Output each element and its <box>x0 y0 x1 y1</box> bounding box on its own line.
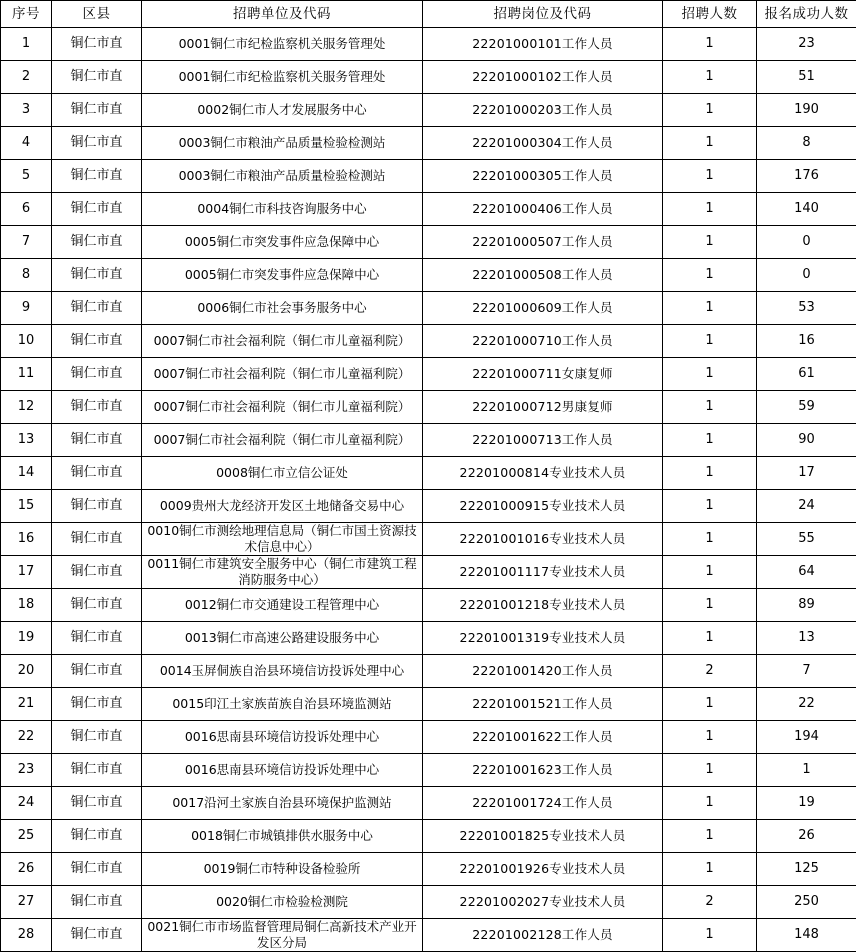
cell-unit: 0001铜仁市纪检监察机关服务管理处 <box>142 28 423 61</box>
table-row <box>1 28 856 61</box>
cell-region: 铜仁市直 <box>52 94 142 127</box>
cell-unit: 0010铜仁市测绘地理信息局（铜仁市国土资源技术信息中心） <box>142 523 423 556</box>
cell-unit: 0003铜仁市粮油产品质量检验检测站 <box>142 160 423 193</box>
cell-index: 2 <box>1 61 52 94</box>
cell-count: 1 <box>663 721 757 754</box>
cell-signups: 190 <box>757 94 856 127</box>
column-header-count: 招聘人数 <box>663 1 757 28</box>
cell-count: 1 <box>663 490 757 523</box>
cell-region: 铜仁市直 <box>52 688 142 721</box>
cell-count: 2 <box>663 655 757 688</box>
cell-index: 23 <box>1 754 52 787</box>
table-row <box>1 556 856 589</box>
cell-index: 21 <box>1 688 52 721</box>
cell-region: 铜仁市直 <box>52 457 142 490</box>
cell-unit: 0013铜仁市高速公路建设服务中心 <box>142 622 423 655</box>
cell-region: 铜仁市直 <box>52 325 142 358</box>
cell-count: 1 <box>663 688 757 721</box>
cell-unit: 0009贵州大龙经济开发区土地储备交易中心 <box>142 490 423 523</box>
cell-count: 1 <box>663 754 757 787</box>
cell-signups: 0 <box>757 226 856 259</box>
cell-index: 19 <box>1 622 52 655</box>
cell-signups: 19 <box>757 787 856 820</box>
cell-unit: 0005铜仁市突发事件应急保障中心 <box>142 226 423 259</box>
table-row <box>1 94 856 127</box>
cell-region: 铜仁市直 <box>52 754 142 787</box>
table-row <box>1 457 856 490</box>
cell-index: 17 <box>1 556 52 589</box>
cell-index: 13 <box>1 424 52 457</box>
cell-signups: 89 <box>757 589 856 622</box>
table-body <box>1 28 856 952</box>
cell-signups: 23 <box>757 28 856 61</box>
cell-count: 1 <box>663 226 757 259</box>
cell-count: 1 <box>663 424 757 457</box>
cell-unit: 0004铜仁市科技咨询服务中心 <box>142 193 423 226</box>
column-header-index: 序号 <box>1 1 52 28</box>
table-row <box>1 61 856 94</box>
cell-post: 22201001622工作人员 <box>423 721 663 754</box>
cell-signups: 1 <box>757 754 856 787</box>
cell-count: 1 <box>663 61 757 94</box>
cell-index: 8 <box>1 259 52 292</box>
column-header-signups: 报名成功人数 <box>757 1 856 28</box>
cell-unit: 0011铜仁市建筑安全服务中心（铜仁市建筑工程消防服务中心） <box>142 556 423 589</box>
cell-count: 1 <box>663 589 757 622</box>
cell-post: 22201002128工作人员 <box>423 919 663 952</box>
cell-signups: 176 <box>757 160 856 193</box>
cell-unit: 0014玉屏侗族自治县环境信访投诉处理中心 <box>142 655 423 688</box>
cell-region: 铜仁市直 <box>52 787 142 820</box>
table-row <box>1 589 856 622</box>
cell-index: 26 <box>1 853 52 886</box>
cell-region: 铜仁市直 <box>52 292 142 325</box>
table-row <box>1 259 856 292</box>
cell-unit: 0005铜仁市突发事件应急保障中心 <box>142 259 423 292</box>
cell-region: 铜仁市直 <box>52 61 142 94</box>
column-header-region: 区县 <box>52 1 142 28</box>
cell-post: 22201001926专业技术人员 <box>423 853 663 886</box>
cell-signups: 0 <box>757 259 856 292</box>
cell-index: 20 <box>1 655 52 688</box>
cell-region: 铜仁市直 <box>52 127 142 160</box>
cell-unit: 0018铜仁市城镇排供水服务中心 <box>142 820 423 853</box>
cell-signups: 194 <box>757 721 856 754</box>
cell-post: 22201001218专业技术人员 <box>423 589 663 622</box>
cell-post: 22201001623工作人员 <box>423 754 663 787</box>
table-row <box>1 820 856 853</box>
cell-unit: 0019铜仁市特种设备检验所 <box>142 853 423 886</box>
cell-count: 1 <box>663 127 757 160</box>
cell-post: 22201000101工作人员 <box>423 28 663 61</box>
cell-post: 22201000814专业技术人员 <box>423 457 663 490</box>
cell-index: 27 <box>1 886 52 919</box>
cell-index: 11 <box>1 358 52 391</box>
cell-signups: 24 <box>757 490 856 523</box>
cell-index: 9 <box>1 292 52 325</box>
cell-post: 22201001117专业技术人员 <box>423 556 663 589</box>
cell-signups: 17 <box>757 457 856 490</box>
cell-unit: 0020铜仁市检验检测院 <box>142 886 423 919</box>
table-header <box>1 1 856 28</box>
cell-unit: 0012铜仁市交通建设工程管理中心 <box>142 589 423 622</box>
cell-index: 5 <box>1 160 52 193</box>
cell-count: 1 <box>663 391 757 424</box>
cell-unit: 0006铜仁市社会事务服务中心 <box>142 292 423 325</box>
cell-region: 铜仁市直 <box>52 28 142 61</box>
cell-count: 2 <box>663 886 757 919</box>
cell-region: 铜仁市直 <box>52 853 142 886</box>
cell-signups: 148 <box>757 919 856 952</box>
cell-signups: 55 <box>757 523 856 556</box>
cell-count: 1 <box>663 28 757 61</box>
cell-unit: 0003铜仁市粮油产品质量检验检测站 <box>142 127 423 160</box>
cell-unit: 0015印江土家族苗族自治县环境监测站 <box>142 688 423 721</box>
cell-unit: 0008铜仁市立信公证处 <box>142 457 423 490</box>
cell-index: 4 <box>1 127 52 160</box>
table-row <box>1 622 856 655</box>
cell-unit: 0007铜仁市社会福利院（铜仁市儿童福利院） <box>142 325 423 358</box>
cell-count: 1 <box>663 160 757 193</box>
cell-count: 1 <box>663 358 757 391</box>
cell-index: 15 <box>1 490 52 523</box>
table-row <box>1 127 856 160</box>
cell-count: 1 <box>663 622 757 655</box>
table-row <box>1 160 856 193</box>
cell-post: 22201001319专业技术人员 <box>423 622 663 655</box>
cell-signups: 8 <box>757 127 856 160</box>
cell-index: 7 <box>1 226 52 259</box>
table-row <box>1 193 856 226</box>
cell-index: 16 <box>1 523 52 556</box>
cell-unit: 0016思南县环境信访投诉处理中心 <box>142 721 423 754</box>
cell-post: 22201001825专业技术人员 <box>423 820 663 853</box>
cell-count: 1 <box>663 292 757 325</box>
cell-count: 1 <box>663 523 757 556</box>
table-row <box>1 787 856 820</box>
table-row <box>1 919 856 952</box>
cell-index: 28 <box>1 919 52 952</box>
table-row <box>1 655 856 688</box>
cell-region: 铜仁市直 <box>52 820 142 853</box>
table-header-row <box>1 1 856 28</box>
cell-post: 22201000102工作人员 <box>423 61 663 94</box>
cell-signups: 51 <box>757 61 856 94</box>
cell-unit: 0021铜仁市市场监督管理局铜仁高新技术产业开发区分局 <box>142 919 423 952</box>
cell-signups: 22 <box>757 688 856 721</box>
cell-signups: 26 <box>757 820 856 853</box>
table-row <box>1 721 856 754</box>
table-row <box>1 391 856 424</box>
cell-index: 18 <box>1 589 52 622</box>
cell-region: 铜仁市直 <box>52 226 142 259</box>
cell-index: 1 <box>1 28 52 61</box>
cell-index: 14 <box>1 457 52 490</box>
cell-region: 铜仁市直 <box>52 721 142 754</box>
cell-region: 铜仁市直 <box>52 358 142 391</box>
cell-index: 25 <box>1 820 52 853</box>
cell-region: 铜仁市直 <box>52 391 142 424</box>
cell-unit: 0007铜仁市社会福利院（铜仁市儿童福利院） <box>142 424 423 457</box>
cell-signups: 61 <box>757 358 856 391</box>
cell-count: 1 <box>663 325 757 358</box>
cell-post: 22201002027专业技术人员 <box>423 886 663 919</box>
cell-signups: 250 <box>757 886 856 919</box>
cell-region: 铜仁市直 <box>52 160 142 193</box>
cell-unit: 0016思南县环境信访投诉处理中心 <box>142 754 423 787</box>
column-header-post: 招聘岗位及代码 <box>423 1 663 28</box>
cell-region: 铜仁市直 <box>52 655 142 688</box>
cell-signups: 90 <box>757 424 856 457</box>
cell-post: 22201000712男康复师 <box>423 391 663 424</box>
table-row <box>1 424 856 457</box>
table-row <box>1 292 856 325</box>
cell-post: 22201000711女康复师 <box>423 358 663 391</box>
cell-unit: 0007铜仁市社会福利院（铜仁市儿童福利院） <box>142 358 423 391</box>
table-row <box>1 226 856 259</box>
cell-signups: 140 <box>757 193 856 226</box>
cell-region: 铜仁市直 <box>52 919 142 952</box>
cell-post: 22201000304工作人员 <box>423 127 663 160</box>
cell-region: 铜仁市直 <box>52 556 142 589</box>
cell-count: 1 <box>663 787 757 820</box>
cell-signups: 125 <box>757 853 856 886</box>
cell-signups: 59 <box>757 391 856 424</box>
cell-post: 22201000915专业技术人员 <box>423 490 663 523</box>
cell-index: 12 <box>1 391 52 424</box>
cell-count: 1 <box>663 193 757 226</box>
cell-region: 铜仁市直 <box>52 622 142 655</box>
cell-index: 10 <box>1 325 52 358</box>
cell-unit: 0001铜仁市纪检监察机关服务管理处 <box>142 61 423 94</box>
cell-post: 22201001724工作人员 <box>423 787 663 820</box>
column-header-unit: 招聘单位及代码 <box>142 1 423 28</box>
cell-count: 1 <box>663 94 757 127</box>
cell-count: 1 <box>663 820 757 853</box>
cell-unit: 0002铜仁市人才发展服务中心 <box>142 94 423 127</box>
cell-post: 22201000305工作人员 <box>423 160 663 193</box>
table-row <box>1 325 856 358</box>
cell-signups: 13 <box>757 622 856 655</box>
cell-index: 24 <box>1 787 52 820</box>
cell-post: 22201001420工作人员 <box>423 655 663 688</box>
cell-region: 铜仁市直 <box>52 259 142 292</box>
cell-signups: 7 <box>757 655 856 688</box>
cell-post: 22201000406工作人员 <box>423 193 663 226</box>
cell-unit: 0017沿河土家族自治县环境保护监测站 <box>142 787 423 820</box>
cell-post: 22201000508工作人员 <box>423 259 663 292</box>
cell-post: 22201000713工作人员 <box>423 424 663 457</box>
table-row <box>1 688 856 721</box>
cell-count: 1 <box>663 259 757 292</box>
cell-post: 22201000203工作人员 <box>423 94 663 127</box>
cell-post: 22201001016专业技术人员 <box>423 523 663 556</box>
table-row <box>1 358 856 391</box>
cell-unit: 0007铜仁市社会福利院（铜仁市儿童福利院） <box>142 391 423 424</box>
cell-index: 6 <box>1 193 52 226</box>
cell-post: 22201001521工作人员 <box>423 688 663 721</box>
cell-count: 1 <box>663 919 757 952</box>
cell-index: 22 <box>1 721 52 754</box>
table-row <box>1 853 856 886</box>
table-row <box>1 523 856 556</box>
cell-region: 铜仁市直 <box>52 424 142 457</box>
cell-post: 22201000609工作人员 <box>423 292 663 325</box>
cell-count: 1 <box>663 853 757 886</box>
cell-signups: 16 <box>757 325 856 358</box>
cell-region: 铜仁市直 <box>52 886 142 919</box>
cell-signups: 64 <box>757 556 856 589</box>
cell-post: 22201000710工作人员 <box>423 325 663 358</box>
cell-post: 22201000507工作人员 <box>423 226 663 259</box>
cell-region: 铜仁市直 <box>52 490 142 523</box>
cell-region: 铜仁市直 <box>52 589 142 622</box>
cell-signups: 53 <box>757 292 856 325</box>
cell-index: 3 <box>1 94 52 127</box>
cell-region: 铜仁市直 <box>52 523 142 556</box>
cell-region: 铜仁市直 <box>52 193 142 226</box>
table-row <box>1 754 856 787</box>
cell-count: 1 <box>663 556 757 589</box>
table-row <box>1 886 856 919</box>
cell-count: 1 <box>663 457 757 490</box>
table-row <box>1 490 856 523</box>
